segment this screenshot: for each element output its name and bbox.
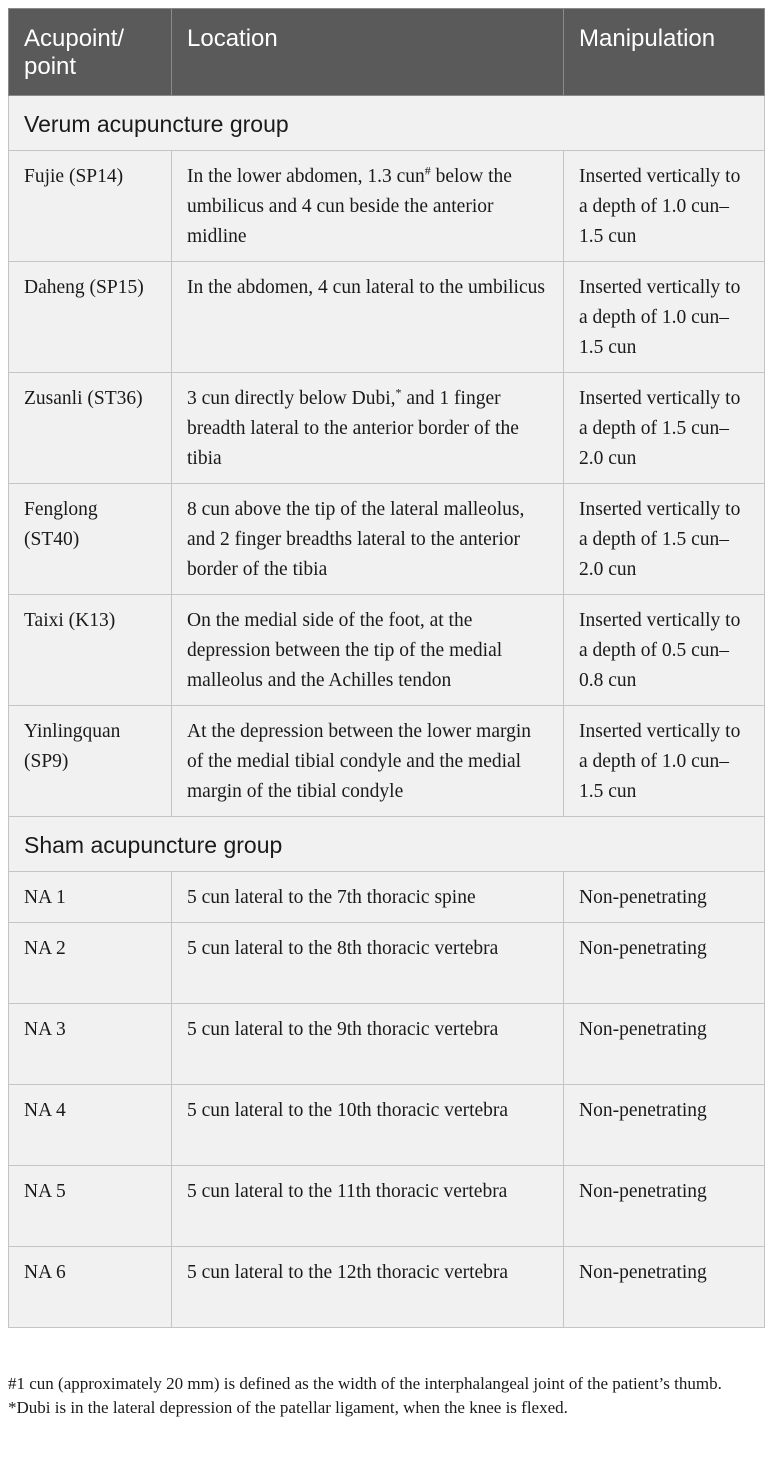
cell-point: Fujie (SP14)	[9, 151, 172, 262]
cell-manipulation: Inserted vertically to a depth of 1.0 cun–1.5 cun	[564, 262, 765, 373]
table-row	[9, 262, 765, 373]
cell-point: NA 3	[9, 1004, 172, 1085]
cell-manipulation: Inserted vertically to a depth of 0.5 cun–0.8 cun	[564, 595, 765, 706]
table-row	[9, 1247, 765, 1328]
group-row-sham	[9, 817, 765, 872]
cell-point: Fenglong (ST40)	[9, 484, 172, 595]
cell-location	[172, 595, 564, 706]
cell-point: Daheng (SP15)	[9, 262, 172, 373]
location-text: 8 cun above the tip of the lateral malleolus, and 2 finger breadths lateral to the anterior border of the tibia	[187, 499, 525, 580]
cell-manipulation: Non-penetrating	[564, 1085, 765, 1166]
header-location: Location	[172, 9, 564, 96]
location-text-cont: and 1 finger breadth lateral to the anterior border of the tibia	[187, 388, 519, 469]
cell-location: 5 cun lateral to the 11th thoracic vertebra	[172, 1166, 564, 1247]
table-row	[9, 1004, 765, 1085]
table-row	[9, 1166, 765, 1247]
cell-manipulation: Inserted vertically to a depth of 1.0 cun–1.5 cun	[564, 706, 765, 817]
cell-point: NA 6	[9, 1247, 172, 1328]
cell-point: NA 1	[9, 872, 172, 923]
cell-location: 5 cun lateral to the 12th thoracic vertebra	[172, 1247, 564, 1328]
cell-location	[172, 484, 564, 595]
cell-manipulation: Non-penetrating	[564, 1247, 765, 1328]
cell-manipulation: Inserted vertically to a depth of 1.5 cun–2.0 cun	[564, 373, 765, 484]
cell-point: Taixi (K13)	[9, 595, 172, 706]
cell-manipulation: Non-penetrating	[564, 923, 765, 1004]
table-row	[9, 484, 765, 595]
location-text: 3 cun directly below Dubi,	[187, 388, 396, 409]
table-row	[9, 872, 765, 923]
cell-point: NA 2	[9, 923, 172, 1004]
group-row-verum	[9, 96, 765, 151]
footnote-marker: *	[395, 385, 402, 400]
cell-manipulation: Inserted vertically to a depth of 1.0 cun–1.5 cun	[564, 151, 765, 262]
table-row	[9, 595, 765, 706]
table-row	[9, 373, 765, 484]
location-text-cont: below the umbilicus and 4 cun beside the anterior midline	[187, 166, 512, 247]
cell-location	[172, 373, 564, 484]
footnote-cun: #1 cun (approximately 20 mm) is defined as the width of the interphalangeal joint of the patient’s thumb.	[8, 1374, 722, 1393]
table-row	[9, 151, 765, 262]
location-text: On the medial side of the foot, at the depression between the tip of the medial malleolus and the Achilles tendon	[187, 610, 503, 691]
location-text: In the lower abdomen, 1.3 cun	[187, 166, 425, 187]
header-manipulation: Manipulation	[564, 9, 765, 96]
cell-manipulation: Non-penetrating	[564, 872, 765, 923]
table-row	[9, 1085, 765, 1166]
footnote-marker: #	[424, 163, 431, 178]
header-acupoint	[9, 9, 172, 96]
acupoint-table	[8, 8, 765, 1328]
cell-location	[172, 151, 564, 262]
cell-location: 5 cun lateral to the 7th thoracic spine	[172, 872, 564, 923]
cell-point: NA 4	[9, 1085, 172, 1166]
group-label-verum: Verum acupuncture group	[9, 96, 765, 151]
cell-manipulation: Non-penetrating	[564, 1166, 765, 1247]
cell-location: 5 cun lateral to the 8th thoracic vertebra	[172, 923, 564, 1004]
location-text: At the depression between the lower margin of the medial tibial condyle and the medial margin of the tibial condyle	[187, 721, 532, 802]
header-row	[9, 9, 765, 96]
table-row	[9, 706, 765, 817]
cell-point: NA 5	[9, 1166, 172, 1247]
cell-manipulation: Non-penetrating	[564, 1004, 765, 1085]
acupoint-table-container	[8, 8, 764, 1328]
cell-point: Zusanli (ST36)	[9, 373, 172, 484]
cell-location: 5 cun lateral to the 9th thoracic vertebra	[172, 1004, 564, 1085]
table-row	[9, 923, 765, 1004]
group-label-sham: Sham acupuncture group	[9, 817, 765, 872]
footnote-dubi: *Dubi is in the lateral depression of the patellar ligament, when the knee is flexed.	[8, 1398, 568, 1417]
cell-location	[172, 262, 564, 373]
cell-location	[172, 706, 564, 817]
cell-point: Yinlingquan (SP9)	[9, 706, 172, 817]
cell-manipulation: Inserted vertically to a depth of 1.5 cun–2.0 cun	[564, 484, 765, 595]
header-acupoint-line1: Acupoint/	[24, 25, 125, 52]
location-text: In the abdomen, 4 cun lateral to the umbilicus	[187, 277, 545, 298]
table-footnotes	[8, 1372, 764, 1420]
cell-location: 5 cun lateral to the 10th thoracic vertebra	[172, 1085, 564, 1166]
header-acupoint-line2: point	[24, 53, 77, 80]
